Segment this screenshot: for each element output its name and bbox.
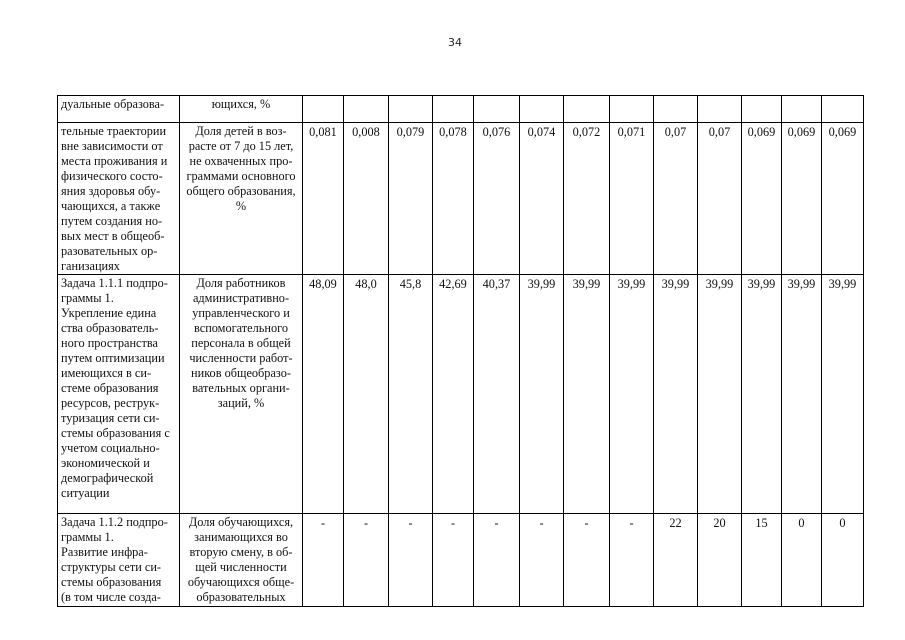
value-cell: 20 <box>698 514 742 607</box>
indicator-line: % <box>235 199 247 213</box>
indicator-line: обучающихся обще- <box>187 575 295 589</box>
value-cell <box>433 96 474 123</box>
indicator-line: вспомогательного <box>194 321 288 335</box>
task-line: граммы 1. <box>61 530 114 544</box>
value-cell: 39,99 <box>742 275 782 514</box>
value-cell: 0,081 <box>303 123 344 275</box>
task-line: туризация сети си- <box>61 411 160 425</box>
indicator-cell <box>180 123 303 275</box>
task-line: стеме образования <box>61 381 159 395</box>
value-cell: 39,99 <box>698 275 742 514</box>
indicator-line: образовательных <box>196 590 286 604</box>
task-line: ного пространства <box>61 336 158 350</box>
value-cell: 0,008 <box>344 123 389 275</box>
value-cell: - <box>610 514 654 607</box>
task-line: тельные траектории <box>61 124 167 138</box>
indicator-line: Доля обучающихся, <box>188 515 294 529</box>
indicator-line: заций, % <box>217 396 265 410</box>
task-line: дуальные образова- <box>61 97 165 111</box>
value-cell: 0 <box>822 514 864 607</box>
value-cell: 0,07 <box>698 123 742 275</box>
value-cell: - <box>344 514 389 607</box>
indicator-line: граммами основного <box>186 169 296 183</box>
task-line: экономической и <box>61 456 150 470</box>
value-cell: 15 <box>742 514 782 607</box>
indicator-line: персонала в общей <box>191 336 291 350</box>
task-cell <box>58 123 180 275</box>
value-cell <box>822 96 864 123</box>
value-cell <box>564 96 610 123</box>
value-cell: 0,078 <box>433 123 474 275</box>
task-line: ганизациях <box>61 259 120 273</box>
task-line: стемы образования <box>61 575 162 589</box>
task-line: путем оптимизации <box>61 351 165 365</box>
table-row <box>58 275 864 514</box>
value-cell: 48,0 <box>344 275 389 514</box>
value-cell: 42,69 <box>433 275 474 514</box>
task-line: демографической <box>61 471 154 485</box>
task-line: структуры сети си- <box>61 560 162 574</box>
task-line: ресурсов, реструк- <box>61 396 160 410</box>
task-line: Задача 1.1.2 подпро- <box>61 515 168 529</box>
indicator-line: щей численности <box>195 560 287 574</box>
indicator-line: ников общеобразо- <box>191 366 291 380</box>
task-line: места проживания и <box>61 154 168 168</box>
value-cell: 0 <box>782 514 822 607</box>
value-cell: 22 <box>654 514 698 607</box>
value-cell: 0,079 <box>389 123 433 275</box>
value-cell <box>742 96 782 123</box>
value-cell: 45,8 <box>389 275 433 514</box>
task-line: чающихся, а также <box>61 199 161 213</box>
task-line: ситуации <box>61 486 110 500</box>
value-cell: - <box>433 514 474 607</box>
value-cell: 0,072 <box>564 123 610 275</box>
task-line: Задача 1.1.1 подпро- <box>61 276 168 290</box>
value-cell <box>654 96 698 123</box>
table-row <box>58 514 864 607</box>
task-cell <box>58 275 180 514</box>
value-cell <box>474 96 520 123</box>
task-cell <box>58 96 180 123</box>
value-cell: - <box>389 514 433 607</box>
indicator-line: расте от 7 до 15 лет, <box>188 139 294 153</box>
indicator-line: вательных органи- <box>192 381 290 395</box>
value-cell <box>520 96 564 123</box>
task-line: Развитие инфра- <box>61 545 148 559</box>
value-cell: 39,99 <box>822 275 864 514</box>
value-cell <box>698 96 742 123</box>
task-line: разовательных ор- <box>61 244 158 258</box>
value-cell: 0,076 <box>474 123 520 275</box>
task-line: (в том числе созда- <box>61 590 161 604</box>
task-cell <box>58 514 180 607</box>
value-cell: 39,99 <box>520 275 564 514</box>
value-cell: 0,069 <box>742 123 782 275</box>
indicator-line: вторую смену, в об- <box>189 545 293 559</box>
indicator-line: занимающихся во <box>194 530 288 544</box>
value-cell: 0,069 <box>782 123 822 275</box>
value-cell <box>610 96 654 123</box>
task-line: граммы 1. <box>61 291 114 305</box>
indicator-line: Доля работников <box>196 276 286 290</box>
value-cell <box>344 96 389 123</box>
table-row <box>58 123 864 275</box>
indicator-cell <box>180 275 303 514</box>
indicator-line: управленческого и <box>192 306 290 320</box>
program-indicators-table <box>57 95 864 607</box>
value-cell: 48,09 <box>303 275 344 514</box>
task-line: вых мест в общеоб- <box>61 229 165 243</box>
task-line: вне зависимости от <box>61 139 163 153</box>
value-cell: 39,99 <box>564 275 610 514</box>
value-cell: 0,071 <box>610 123 654 275</box>
indicator-line: административно- <box>192 291 290 305</box>
task-line: ства образователь- <box>61 321 159 335</box>
task-line: Укрепление едина <box>61 306 157 320</box>
page-number: 34 <box>448 36 462 49</box>
indicator-line: Доля детей в воз- <box>195 124 287 138</box>
value-cell: - <box>303 514 344 607</box>
value-cell: - <box>474 514 520 607</box>
indicator-cell <box>180 514 303 607</box>
table-row <box>58 96 864 123</box>
value-cell: 0,069 <box>822 123 864 275</box>
value-cell <box>782 96 822 123</box>
indicator-line: не охваченных про- <box>189 154 293 168</box>
value-cell: 40,37 <box>474 275 520 514</box>
value-cell: 39,99 <box>654 275 698 514</box>
value-cell <box>389 96 433 123</box>
task-line: физического состо- <box>61 169 163 183</box>
task-line: стемы образования с <box>61 426 170 440</box>
task-line: имеющихся в си- <box>61 366 152 380</box>
value-cell <box>303 96 344 123</box>
value-cell: 0,07 <box>654 123 698 275</box>
task-line: учетом социально- <box>61 441 160 455</box>
task-line: путем создания но- <box>61 214 163 228</box>
value-cell: 39,99 <box>610 275 654 514</box>
indicator-cell <box>180 96 303 123</box>
indicator-line: общего образования, <box>186 184 296 198</box>
value-cell: - <box>520 514 564 607</box>
indicator-line: численности работ- <box>189 351 293 365</box>
indicator-line: ющихся, % <box>211 97 271 111</box>
value-cell: - <box>564 514 610 607</box>
value-cell: 0,074 <box>520 123 564 275</box>
value-cell: 39,99 <box>782 275 822 514</box>
task-line: яния здоровья обу- <box>61 184 161 198</box>
